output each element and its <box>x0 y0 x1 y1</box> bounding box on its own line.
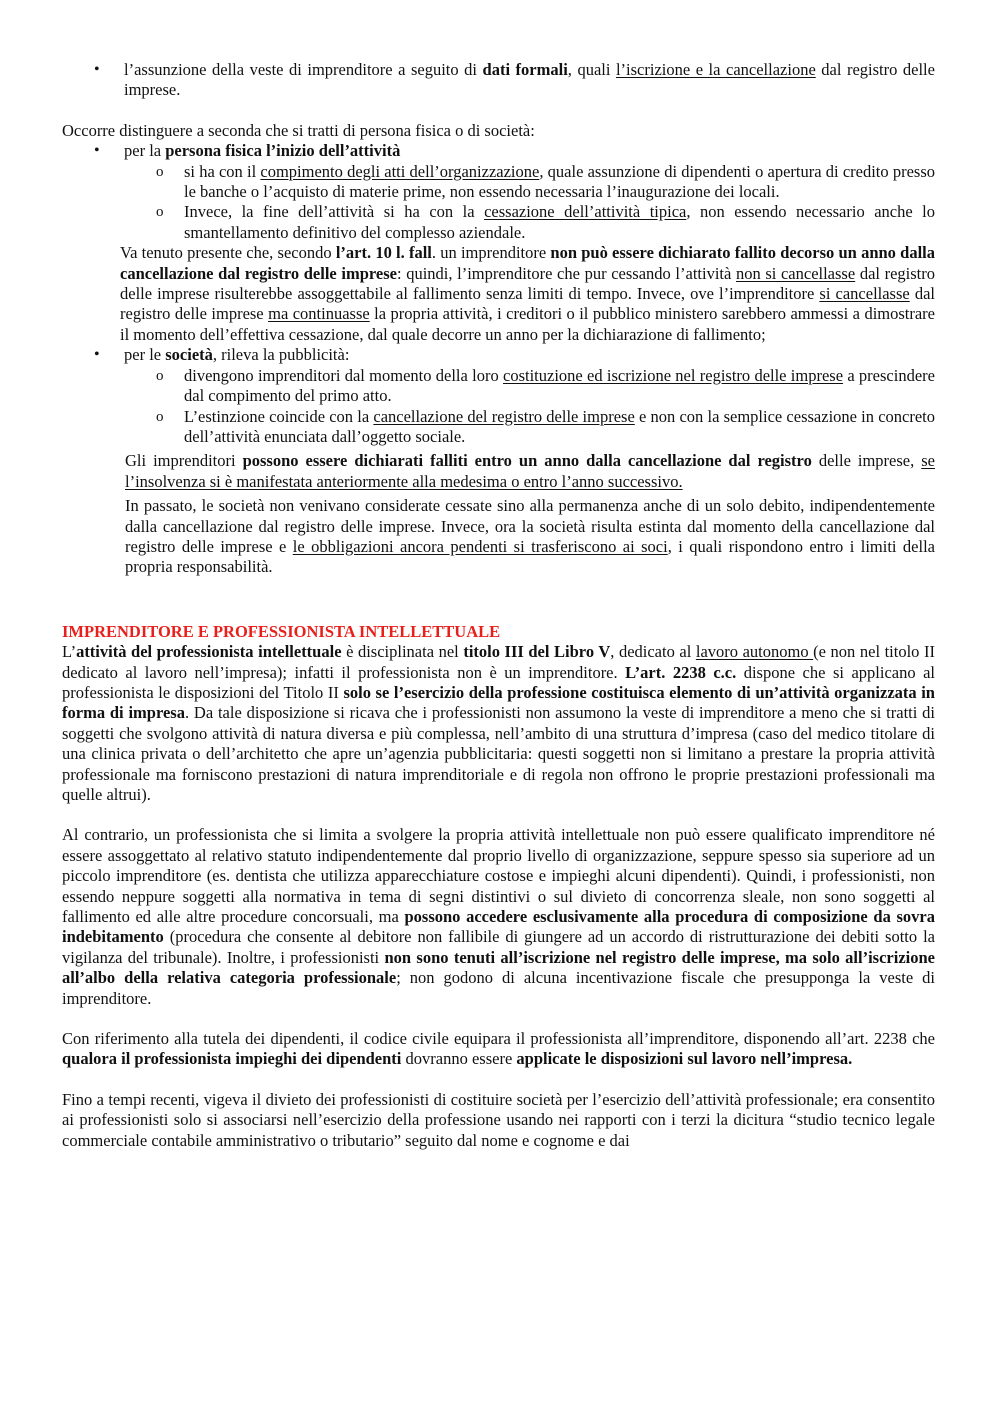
sub-item: o L’estinzione coincide con la cancellazione del registro delle imprese e non con la semplice cessazione in concreto dell’attività enunciata dall’oggetto sociale. <box>62 407 935 448</box>
paragraph-3: Con riferimento alla tutela dei dipendenti, il codice civile equipara il professionista all’imprenditore, disponendo all’art. 2238 che qualora il professionista impieghi dei dipendenti dovranno essere applicate le disposizioni sul lavoro nell’impresa. <box>62 1029 935 1069</box>
note-persona-fisica: Va tenuto presente che, secondo l’art. 10 l. fall. un imprenditore non può essere dichiarato fallito decorso un anno dalla cancellazione dal registro delle imprese: quindi, l’imprenditore che pur cessando l’attività non si cancellasse dal registro delle imprese risulterebbe assoggettabile al fallimento senza limiti di tempo. Invece, ove l’imprenditore si cancellasse dal registro delle imprese ma continuasse la propria attività, i creditori o il pubblico ministero sarebbero ammessi a dimostrare il momento dell’effettiva cessazione, dal quale decorre un anno per la dichiarazione di fallimento; <box>120 243 936 344</box>
note-societa-1: Gli imprenditori possono essere dichiarati falliti entro un anno dalla cancellazione dal registro delle imprese, se l’insolvenza si è manifestata anteriormente alla medesima o entro l’anno successivo. <box>125 451 935 491</box>
section-title: IMPRENDITORE E PROFESSIONISTA INTELLETTUALE <box>62 621 501 641</box>
societa-list <box>62 345 935 447</box>
intro-text: Occorre distinguere a seconda che si tratti di persona fisica o di società: <box>62 120 535 140</box>
distinction-list <box>62 141 935 243</box>
list-item: • l’assunzione della veste di imprenditore a seguito di dati formali, quali l’iscrizione e la cancellazione dal registro delle imprese. <box>62 60 935 101</box>
note-societa-2: In passato, le società non venivano considerate cessate sino alla permanenza anche di un solo debito, indipendentemente dalla cancellazione dal registro delle imprese. Invece, ora la società risulta estinta dal momento della cancellazione dal registro delle imprese e le obbligazioni ancora pendenti si trasferiscono ai soci, i quali rispondono entro i limiti della propria responsabilità. <box>125 496 935 577</box>
sub-item: o Invece, la fine dell’attività si ha con la cessazione dell’attività tipica, non essendo necessario anche lo smantellamento definitivo del complesso aziendale. <box>62 202 935 243</box>
top-list <box>62 60 935 101</box>
paragraph-2: Al contrario, un professionista che si limita a svolgere la propria attività intellettuale non può essere qualificato imprenditore né essere assoggettato al relativo statuto indipendentemente dal proprio livello di organizzazione, seppure spesso sia superiore ad un piccolo imprenditore (es. dentista che utilizza apparecchiature costose e impieghi alcuni dipendenti). Quindi, i professionisti, non essendo neppure soggetti alla normativa in tema di segni distintivi o sul divieto di concorrenza sleale, non sono soggetti al fallimento ed alle altre procedure concorsuali, ma possono accedere esclusivamente alla procedura di composizione da sovra indebitamento (procedura che consente al debitore non fallibile di giungere ad un accordo di ristrutturazione dei debiti sotto la vigilanza del tribunale). Inoltre, i professionisti non sono tenuti all’iscrizione nel registro delle imprese, ma solo all’iscrizione all’albo della relativa categoria professionale; non godono di alcuna incentivazione fiscale che presupponga la veste di imprenditore. <box>62 825 936 1008</box>
sub-item: o si ha con il compimento degli atti dell’organizzazione, quale assunzione di dipendenti o apertura di credito presso le banche o l’acquisto di materie prime, non essendo necessaria l’inaugurazione dei locali. <box>62 162 935 203</box>
list-item-persona-fisica: • per la persona fisica l’inizio dell’attività <box>62 141 935 161</box>
paragraph-4: Fino a tempi recenti, vigeva il divieto dei professionisti di costituire società per l’esercizio dell’attività professionale; era consentito ai professionisti solo si associarsi nell’esercizio della professione usando nei rapporti con i terzi la dicitura “studio tecnico legale commerciale contabile amministrativo o tributario” seguito dal nome e cognome e dai <box>62 1089 935 1150</box>
document-page <box>62 60 935 1151</box>
paragraph-1: L’attività del professionista intellettuale è disciplinata nel titolo III del Libro V, dedicato al lavoro autonomo (e non nel titolo II dedicato al lavoro nell’impresa); infatti il professionista non è un imprenditore. L’art. 2238 c.c. dispone che si applicano al professionista le disposizioni del Titolo II solo se l’esercizio della professione costituisca elemento di un’attività organizzata in forma di impresa. Da tale disposizione si ricava che i professionisti non assumono la veste di imprenditore a meno che si tratti di soggetti che svolgono attività di natura diversa e più complessa, nell’ambito di una struttura d’impresa (caso del medico titolare di una clinica privata o dell’architetto che apre un’agenzia pubblicitaria: questi soggetti non si limitano a prestare la propria attività professionale ma forniscono prestazioni di natura imprenditoriale e di regola non offrono le proprie prestazioni professionali ma quelle altrui). <box>62 642 935 804</box>
list-item-societa: • per le società, rileva la pubblicità: <box>62 345 935 365</box>
sub-item: o divengono imprenditori dal momento della loro costituzione ed iscrizione nel registro delle imprese a prescindere dal compimento del primo atto. <box>62 366 935 407</box>
